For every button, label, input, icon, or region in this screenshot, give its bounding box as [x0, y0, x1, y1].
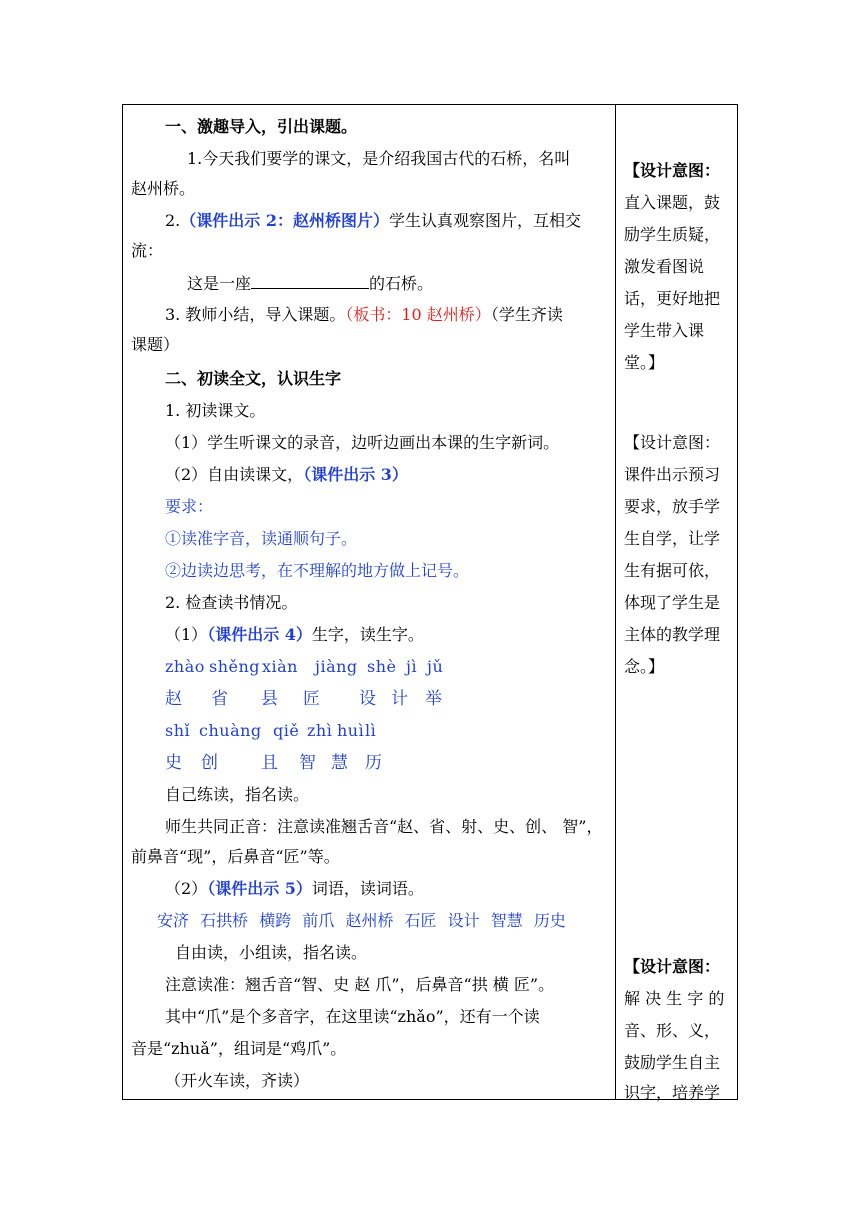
requirements-label: 要求：: [165, 497, 214, 516]
vocabulary-row: [157, 911, 572, 931]
pronunciation-fix-line1: 师生共同正音：注意读准翘舌音“赵、省、射、史、创、 智”，: [165, 817, 603, 836]
section2-title: 二、初读全文，认识生字: [165, 369, 342, 388]
character-item: 省: [211, 689, 228, 709]
vocab-item: 智慧: [490, 911, 523, 930]
pinyin-item: qiě: [273, 721, 300, 740]
intent-line: 生自学，让学: [624, 529, 721, 548]
intent-line: 学生带入课: [624, 321, 705, 340]
self-practice-line: 自己练读，指名读。: [165, 785, 310, 804]
teaching-process-column: [123, 105, 615, 1099]
note-line3: 音是“zhuǎ”，组词是“鸡爪”。: [131, 1039, 347, 1058]
s1-paragraph3-line2: 课题）: [131, 335, 180, 354]
vocab-item: 石匠: [404, 911, 437, 930]
s2-step1: 1. 初读课文。: [165, 401, 266, 420]
section1-title: 一、激趣导入，引出课题。: [165, 117, 358, 136]
intent-line: 要求，放手学: [624, 497, 721, 516]
intent-line: 音、形、义，: [624, 1021, 721, 1040]
courseware-5-label: （课件出示 5）: [207, 879, 312, 898]
courseware-2-label: （课件出示 2：赵州桥图片）: [180, 211, 389, 230]
vocab-item: 横跨: [259, 911, 292, 930]
vocab-item: 安济: [157, 911, 190, 930]
intent-line: 直入课题，鼓: [624, 193, 721, 212]
pinyin-item: lì: [365, 721, 377, 740]
vocab-item: 设计: [447, 911, 480, 930]
vocab-item: 前爪: [302, 911, 335, 930]
pinyin-item: zhì: [307, 721, 333, 740]
character-item: 智: [299, 753, 316, 773]
requirement-1: ①读准字音，读通顺句子。: [165, 529, 358, 548]
blackboard-note: （板书：10 赵州桥）: [345, 305, 491, 324]
s1-paragraph2-line2: 流：: [131, 241, 164, 260]
intent-line: 课件出示预习: [624, 465, 721, 484]
train-reading-line: （开火车读，齐读）: [165, 1071, 310, 1090]
pinyin-item: xiàn: [262, 657, 298, 676]
intent-line: 话，更好地把: [624, 289, 721, 308]
pinyin-item: shè: [367, 657, 397, 676]
character-item: 史: [165, 753, 182, 773]
pinyin-item: huì: [337, 721, 365, 740]
character-item: 慧: [331, 753, 348, 773]
character-item: 设: [359, 689, 376, 709]
s1-paragraph1-line2: 赵州桥。: [131, 179, 196, 198]
intent-line: 念。】: [624, 657, 665, 676]
s2-step1-2: （2）自由读课文，（课件出示 3）: [165, 465, 408, 484]
character-item: 计: [391, 689, 408, 709]
intent-line: 主体的教学理: [624, 625, 721, 644]
s2-step2-2: （2）（课件出示 5）词语，读词语。: [165, 879, 424, 898]
s2-step2: 2. 检查读书情况。: [165, 593, 298, 612]
intent-line: 识字，培养学: [624, 1083, 721, 1102]
pinyin-item: shǐ: [165, 721, 191, 740]
note-line1: 注意读准：翘舌音“智、史 赵 爪”，后鼻音“拱 横 匠”。: [165, 975, 555, 994]
s1-paragraph2-line1: 2.（课件出示 2：赵州桥图片）学生认真观察图片，互相交: [165, 211, 581, 230]
vocab-item: 赵州桥: [345, 911, 394, 930]
intent-line: 体现了学生是: [624, 593, 721, 612]
pinyin-item: jì: [406, 657, 418, 676]
design-intent-column: [616, 105, 737, 1102]
s2-step1-1: （1）学生听课文的录音，边听边画出本课的生字新词。: [165, 433, 560, 452]
intent-line: 堂。】: [624, 353, 665, 372]
character-item: 赵: [165, 689, 182, 709]
note-line2: 其中“爪”是个多音字，在这里读“zhǎo”，还有一个读: [165, 1007, 540, 1026]
pinyin-item: shěng: [209, 657, 261, 676]
intent-line: 激发看图说: [624, 257, 705, 276]
reading-modes-line: 自由读，小组读，指名读。: [175, 943, 368, 962]
pinyin-item: jiàng: [315, 657, 358, 676]
pinyin-item: zhào: [165, 657, 205, 676]
intent-line: 解 决 生 字 的: [624, 989, 725, 1008]
character-item: 县: [261, 689, 278, 709]
character-item: 且: [261, 753, 278, 773]
character-item: 创: [201, 753, 218, 773]
character-item: 举: [425, 689, 442, 709]
s2-step2-1: （1）（课件出示 4）生字，读生字。: [165, 625, 424, 644]
intent-line: 【设计意图：: [624, 161, 721, 180]
vocab-item: 历史: [533, 911, 566, 930]
pronunciation-fix-line2: 前鼻音“现”，后鼻音“匠”等。: [131, 847, 340, 866]
pinyin-item: chuàng: [199, 721, 262, 740]
intent-line: 励学生质疑，: [624, 225, 721, 244]
lesson-plan-table: [122, 104, 738, 1100]
intent-line: 生有据可依，: [624, 561, 721, 580]
vocab-item: 石拱桥: [200, 911, 249, 930]
courseware-4-label: （课件出示 4）: [207, 625, 312, 644]
courseware-3-label: （课件出示 3）: [303, 465, 408, 484]
requirement-2: ②边读边思考，在不理解的地方做上记号。: [165, 561, 470, 580]
pinyin-item: jǔ: [427, 657, 444, 676]
intent-line: 鼓励学生自主: [624, 1053, 721, 1072]
character-item: 历: [365, 753, 382, 773]
s1-paragraph1-line1: 1.今天我们要学的课文，是介绍我国古代的石桥，名叫: [187, 149, 571, 168]
s1-fill-blank-sentence: 这是一座 的石桥。: [187, 274, 434, 293]
character-item: 匠: [303, 689, 320, 709]
intent-line: 【设计意图：: [624, 957, 721, 976]
fill-blank-line: [251, 273, 369, 289]
intent-line: 【设计意图：: [624, 433, 721, 452]
s1-paragraph3-line1: 3. 教师小结，导入课题。（板书：10 赵州桥）（学生齐读: [165, 305, 563, 324]
